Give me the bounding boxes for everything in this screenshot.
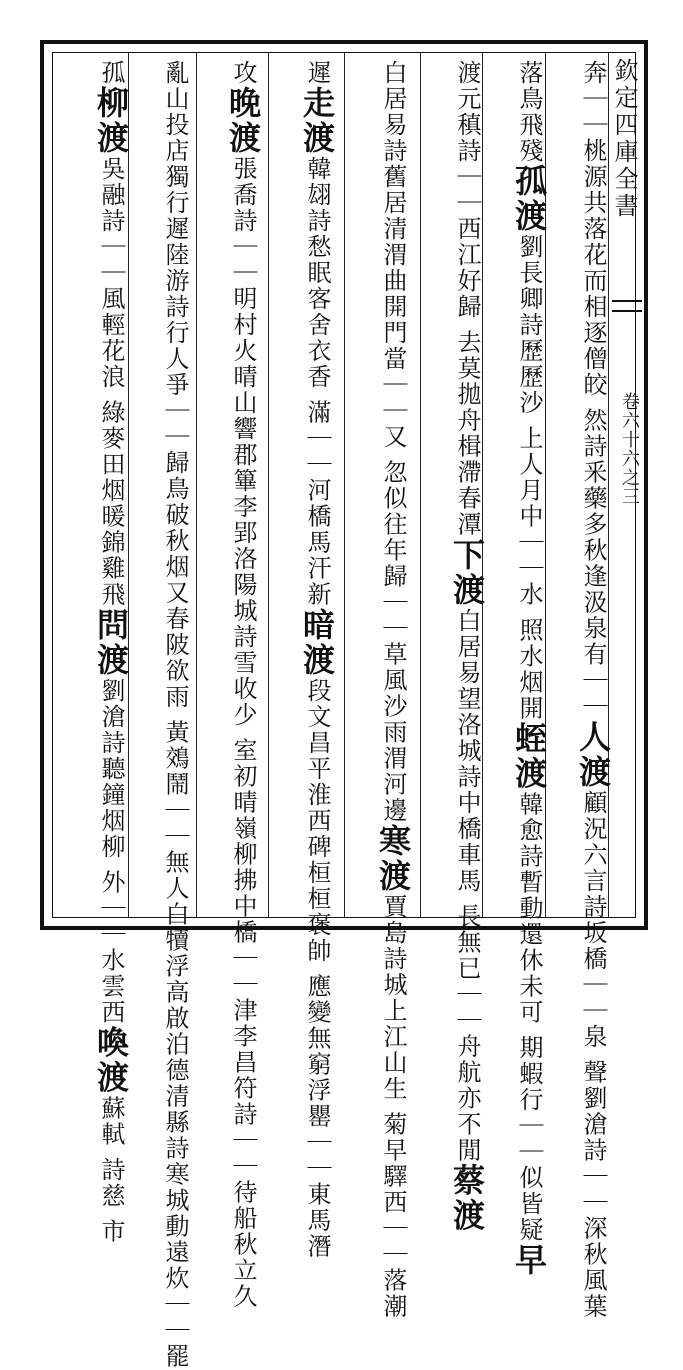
column-text: 韓翃詩愁眠客舍衣香 滿｜｜河橋馬汗新 xyxy=(303,156,331,608)
text-column-7 xyxy=(134,60,189,1370)
entry-heading: 柳渡 xyxy=(92,86,130,156)
text-column-3 xyxy=(426,60,486,1234)
column-rule xyxy=(196,53,197,917)
entry-heading: 人渡 xyxy=(574,719,612,790)
column-rule xyxy=(420,53,421,917)
header-volume: 卷六十六之三 xyxy=(619,392,640,506)
fish-tail-mark xyxy=(612,300,642,312)
column-text: 渡元稹詩｜｜西江好歸 去莫拋舟楫滯春潭 xyxy=(453,60,481,538)
column-rule xyxy=(128,53,129,917)
entry-heading: 晚渡 xyxy=(224,86,262,156)
column-text: 遲 xyxy=(303,60,331,86)
column-text: 段文昌平淮西碑桓桓褒帥 應變無窮浮罌｜｜東馬潛 xyxy=(303,677,331,1260)
column-text: 市 xyxy=(97,1218,125,1245)
text-column-5 xyxy=(276,60,336,1260)
text-column-1 xyxy=(552,60,612,1320)
column-text: 劉滄詩聽鐘烟柳 外｜｜水雲西 xyxy=(97,677,125,1026)
column-rule xyxy=(344,53,345,917)
entry-heading: 走渡 xyxy=(298,86,336,156)
column-text: 攻 xyxy=(229,60,257,86)
column-text: 韓愈詩暫動還休未可 期蝦行｜｜似皆疑 xyxy=(515,791,543,1243)
text-column-2 xyxy=(488,60,548,1278)
column-text: 白居易望洛城詩中橋車馬 長無已｜｜舟航亦不閒 xyxy=(453,607,481,1164)
text-column-4 xyxy=(352,60,412,1320)
entry-heading: 暗渡 xyxy=(298,607,336,678)
entry-heading: 蛭渡 xyxy=(510,721,548,792)
entry-heading: 蔡渡 xyxy=(448,1163,486,1234)
column-text: 張喬詩｜｜明村火晴山響郡篳李郢洛陽城詩雪收少 室初晴嶺柳拂中橋｜｜津李昌符詩｜｜待船秋立久 xyxy=(229,156,257,1310)
text-column-6 xyxy=(202,60,262,1310)
entry-heading: 寒渡 xyxy=(374,823,412,894)
column-text: 賈島詩城上江山生 菊早驛西｜｜落潮 xyxy=(379,893,407,1320)
column-text: 吳融詩｜｜風輕花浪 綠麥田烟暖錦雞飛 xyxy=(97,156,125,608)
column-text: 孤 xyxy=(97,60,125,86)
entry-heading: 下渡 xyxy=(448,537,486,608)
column-text: 白居易詩舊居清渭曲開門當｜｜又 忽似往年歸｜｜草風沙雨渭河邊 xyxy=(379,60,407,824)
entry-heading: 早 xyxy=(510,1242,548,1278)
entry-heading: 孤渡 xyxy=(510,164,548,234)
column-text: 亂山投店獨行遲陸游詩行人爭｜｜歸鳥破秋烟又春陂欲雨 黃鵁鬧｜｜無人白犢浮高啟泊德清縣詩寒城動遠炊｜｜罷 xyxy=(161,60,189,1370)
column-rule xyxy=(268,53,269,917)
entry-heading: 問渡 xyxy=(92,607,130,678)
column-text: 顧況六言詩坂橋｜｜泉 聲劉滄詩｜｜深秋風葉 xyxy=(579,789,607,1320)
column-text: 奔｜｜桃源共落花而相逐僧皎 然詩釆藥多秋逢汲泉有｜｜ xyxy=(579,60,607,720)
column-text: 蘇軾 詩慈 xyxy=(97,1095,125,1209)
column-text: 劉長卿詩歷歷沙 上人月中｜｜水 xyxy=(515,234,543,608)
column-rule xyxy=(482,53,483,917)
text-column-8 xyxy=(58,60,130,1245)
column-text: 落鳥飛殘 xyxy=(515,60,543,164)
column-text: 照水烟開 xyxy=(515,617,543,722)
header-title: 欽定四庫全書 xyxy=(610,58,638,220)
entry-heading: 喚渡 xyxy=(92,1025,130,1096)
